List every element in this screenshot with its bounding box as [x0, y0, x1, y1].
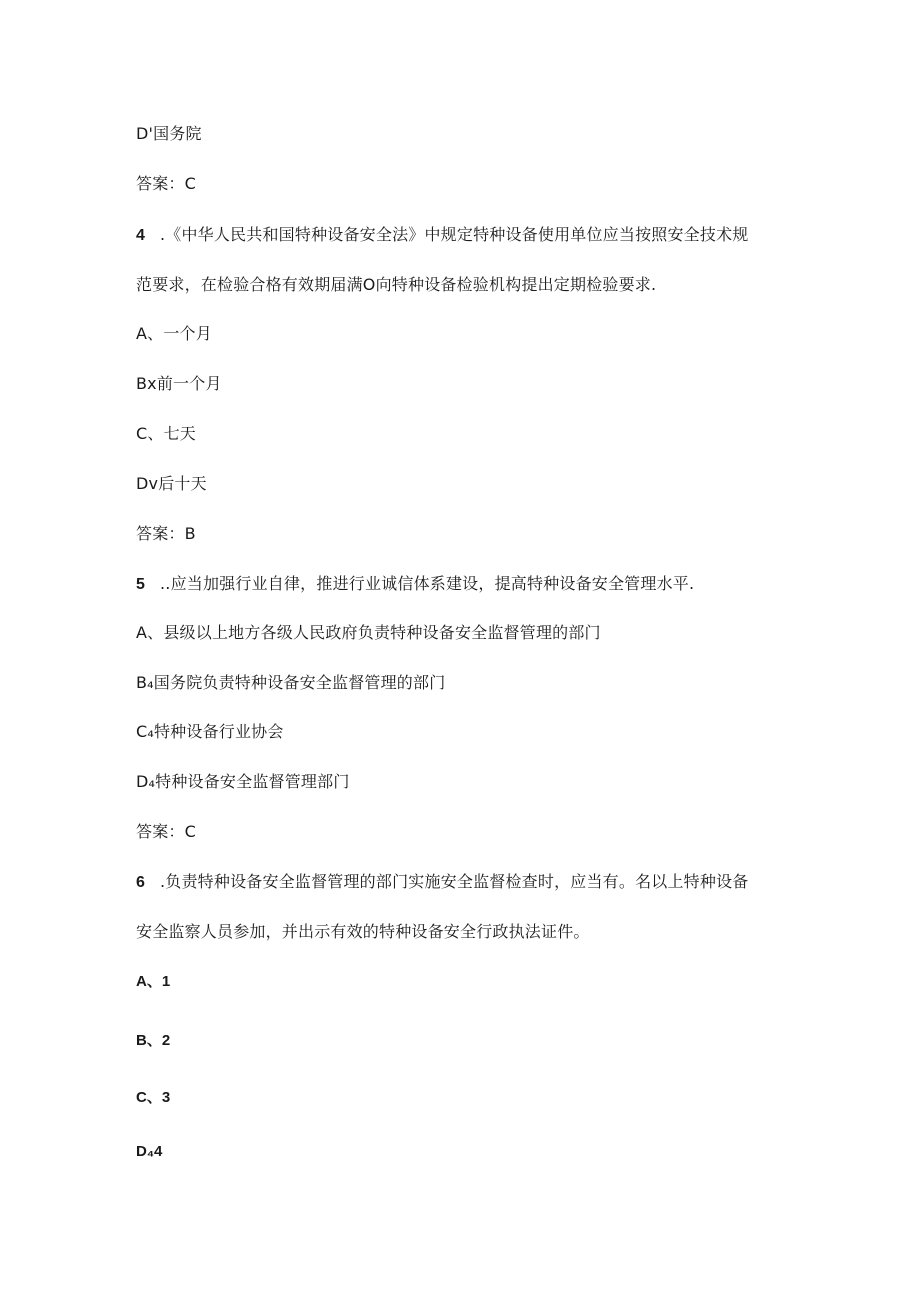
question-text: .《中华人民共和国特种设备安全法》中规定特种设备使用单位应当按照安全技术规 — [160, 225, 749, 244]
question-text: .负责特种设备安全监督管理的部门实施安全监督检查时，应当有。名以上特种设备 — [160, 872, 749, 891]
question-text: ..应当加强行业自律，推进行业诚信体系建设，提高特种设备安全管理水平. — [160, 574, 695, 593]
question-number: 6 — [136, 874, 145, 891]
question-number: 4 — [136, 227, 145, 244]
option-a-q4: A、一个月 — [136, 324, 212, 343]
question-6-line-2: 安全监察人员参加，并出示有效的特种设备安全行政执法证件。 — [136, 922, 590, 941]
question-4-line-1 — [136, 225, 749, 246]
option-d-q3: D'国务院 — [136, 124, 202, 143]
question-5-line-1 — [136, 574, 694, 595]
option-c-q6: C、3 — [136, 1089, 171, 1106]
question-number: 5 — [136, 576, 145, 593]
option-b-q4: Bx前一个月 — [136, 374, 222, 393]
option-c-q5: C₄特种设备行业协会 — [136, 722, 284, 741]
answer-q5: 答案：C — [136, 822, 196, 841]
answer-q4: 答案：B — [136, 524, 196, 543]
option-b-q5: B₄国务院负责特种设备安全监督管理的部门 — [136, 673, 446, 692]
option-d-q5: D₄特种设备安全监督管理部门 — [136, 772, 350, 791]
question-4-line-2: 范要求，在检验合格有效期届满O向特种设备检验机构提出定期检验要求. — [136, 275, 657, 294]
option-a-q6: A、1 — [136, 973, 171, 990]
option-c-q4: C、七天 — [136, 424, 196, 443]
answer-q3: 答案：C — [136, 174, 196, 193]
option-d-q4: Dv后十天 — [136, 474, 207, 493]
option-b-q6: B、2 — [136, 1032, 171, 1049]
option-a-q5: A、县级以上地方各级人民政府负责特种设备安全监督管理的部门 — [136, 623, 601, 642]
question-6-line-1 — [136, 872, 749, 893]
option-d-q6: D₄4 — [136, 1143, 163, 1160]
